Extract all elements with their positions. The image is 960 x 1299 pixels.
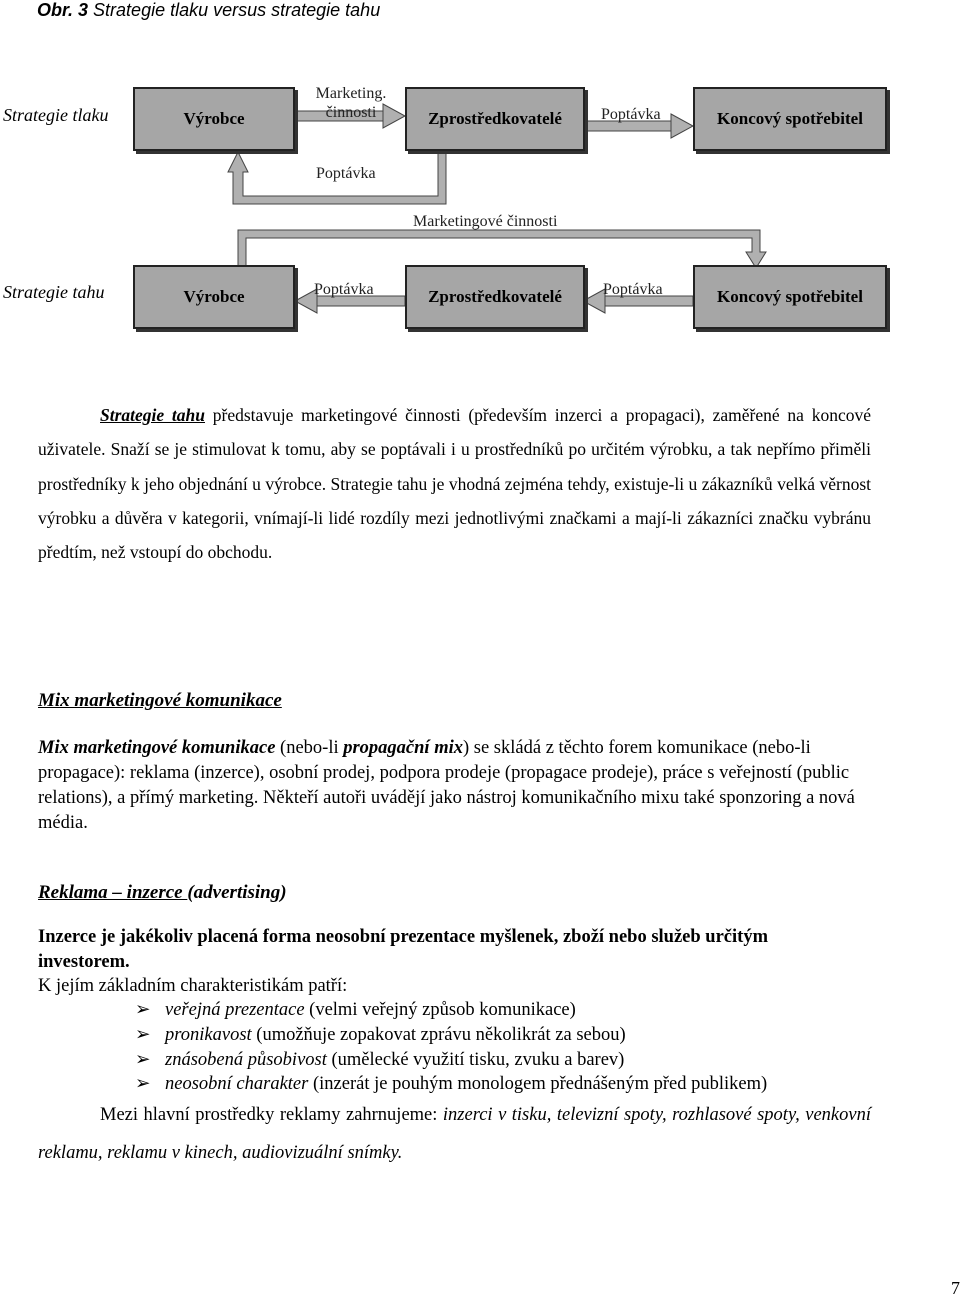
push-arrow-1-label: Marketing. činnosti — [315, 85, 387, 121]
arrow-bullet-icon: ➢ — [135, 1025, 151, 1045]
arrow-bullet-icon: ➢ — [135, 1000, 151, 1020]
pull-top-arrow — [238, 230, 766, 268]
list-item: ➢ znásobená působivost (umělecké využití tisku, zvuku a barev) — [135, 1048, 624, 1073]
push-box-producer: Výrobce — [133, 87, 295, 151]
list-item: ➢ veřejná prezentace (velmi veřejný způsob komunikace) — [135, 998, 576, 1023]
push-box-consumer: Koncový spotřebitel — [693, 87, 887, 151]
push-box-intermediaries: Zprostředkovatelé — [405, 87, 585, 151]
pull-box-intermediaries: Zprostředkovatelé — [405, 265, 585, 329]
list-item: ➢ pronikavost (umožňuje zopakovat zprávu několikrát za sebou) — [135, 1023, 626, 1048]
section-heading-mix: Mix marketingové komunikace — [38, 690, 282, 711]
pull-strategy-paragraph — [38, 398, 871, 569]
push-return-label: Poptávka — [316, 165, 376, 182]
characteristics-intro: K jejím základním charakteristikám patří: — [38, 976, 348, 996]
page-number: 7 — [951, 1278, 960, 1298]
pull-top-label: Marketingové činnosti — [413, 213, 558, 230]
arrow-bullet-icon: ➢ — [135, 1050, 151, 1070]
push-arrow-2-label: Poptávka — [601, 106, 661, 123]
pull-box-producer: Výrobce — [133, 265, 295, 329]
figure-caption-text: Strategie tlaku versus strategie tahu — [93, 0, 381, 20]
pull-box-consumer: Koncový spotřebitel — [693, 265, 887, 329]
pull-arrow-2-label: Poptávka — [603, 281, 663, 298]
advertising-means-paragraph: Mezi hlavní prostředky reklamy zahrnujeme: inzerci v tisku, televizní spoty, rozhlasové spoty, venkovní reklamu, reklamu v kinech, audiovizuální snímky. — [38, 1105, 871, 1163]
arrow-bullet-icon: ➢ — [135, 1074, 151, 1094]
section-heading-advertising: Reklama – inzerce (advertising) — [38, 882, 287, 903]
push-row-label: Strategie tlaku — [3, 105, 109, 125]
pull-row-label: Strategie tahu — [3, 282, 105, 302]
list-item: ➢ neosobní charakter (inzerát je pouhým monologem přednášeným před publikem) — [135, 1072, 767, 1097]
mix-paragraph: Mix marketingové komunikace (nebo-li propagační mix) se skládá z těchto forem komunikace (nebo-li propagace): reklama (inzerce), osobní prodej, podpora prodeje (propagace prodeje), práce s veřejností (public relations), a přímý marketing. Někteří autoři uvádějí jako nástroj komunikačního mixu také sponzoring a nová média. — [38, 738, 855, 833]
pull-strategy-text: představuje marketingové činnosti (především inzerci a propagaci), zaměřené na koncové uživatele. Snaží se je stimulovat k tomu, aby se poptávali i u prostředníků po určitém výrobku, a tak nepřímo přiměli prostředníky k jeho objednání u výrobce. Strategie tahu je vhodná zejména tehdy, existuje-li u zákazníků velká věrnost výrobku a důvěra v kategorii, vnímají-li lidé rozdíly mezi jednotlivými značkami a mají-li zákazníci značku vybránu předtím, než vstoupí do obchodu. — [38, 405, 871, 563]
pull-strategy-term: Strategie tahu — [100, 405, 205, 425]
advertising-definition: Inzerce je jakékoliv placená forma neosobní prezentace myšlenek, zboží nebo služeb určitým investorem. — [38, 927, 768, 972]
pull-arrow-1-label: Poptávka — [314, 281, 374, 298]
figure-label: Obr. 3 — [37, 0, 89, 20]
